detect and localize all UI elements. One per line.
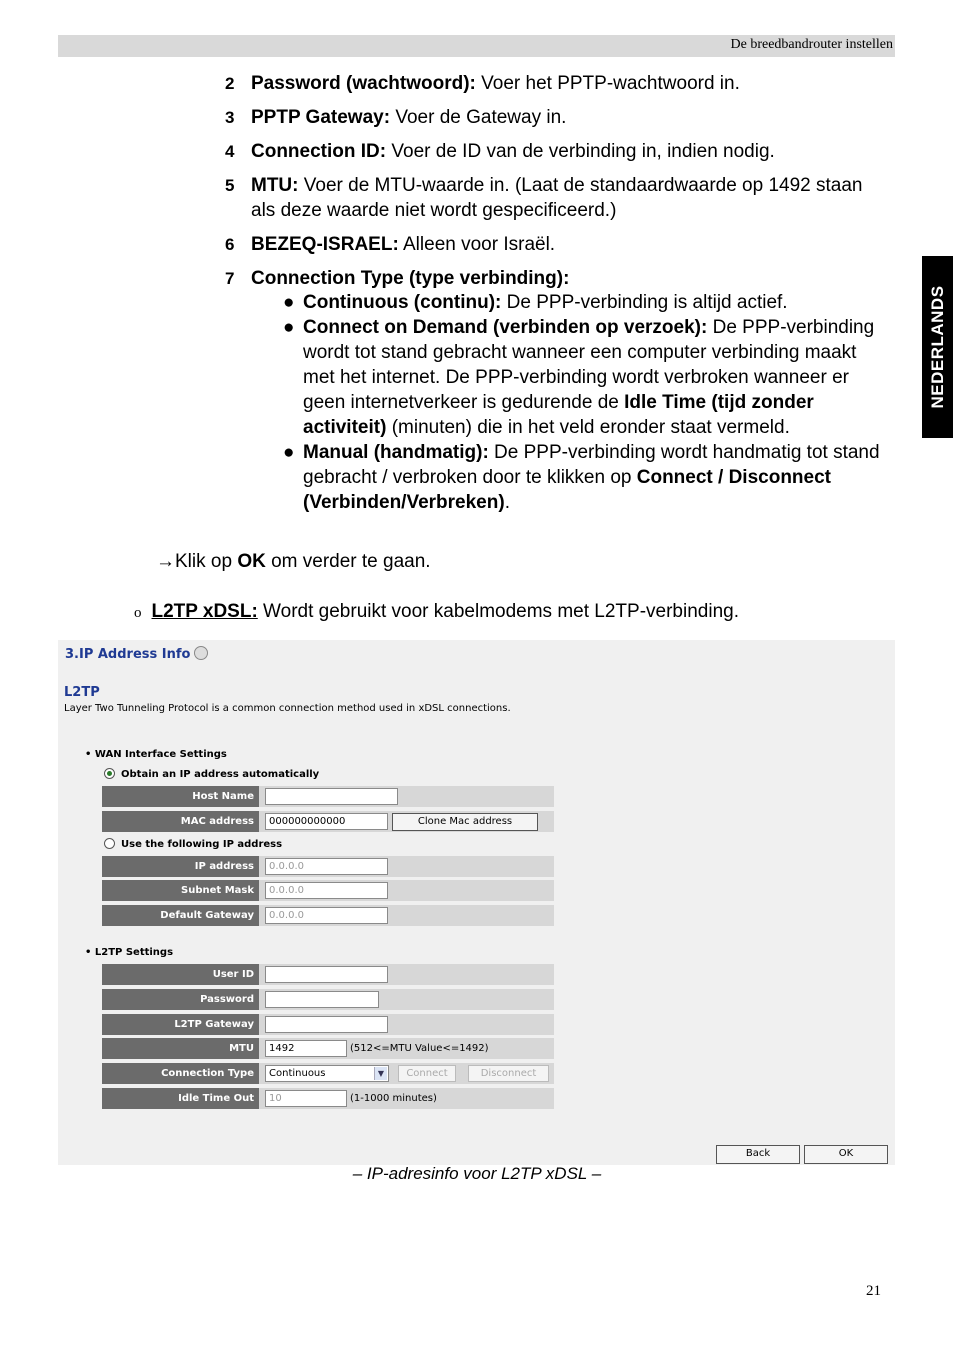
connection-type-select[interactable]: Continuous ▼ [265,1065,389,1082]
l2tp-gateway-row: L2TP Gateway [102,1014,554,1035]
l2tp-gateway-input[interactable] [265,1016,388,1033]
user-id-input[interactable] [265,966,388,983]
gateway-row: Default Gateway 0.0.0.0 [102,905,554,926]
figure-caption: – IP-adresinfo voor L2TP xDSL – [352,1164,602,1183]
bullet-marker: o [134,605,142,621]
idle-time-input[interactable]: 10 [265,1090,347,1107]
bullet-manual: ● Manual (handmatig): De PPP-verbinding wordt handmatig tot stand gebracht / verbroken door te klikken op Connect / Disconnect (Verbinden/Verbreken). [283,442,880,513]
idle-time-row: Idle Time Out 10 (1-1000 minutes) [102,1088,554,1109]
mtu-row: MTU 1492 (512<=MTU Value<=1492) [102,1038,554,1059]
connection-type-bullets [283,290,893,515]
chevron-down-icon[interactable]: ▼ [374,1067,387,1080]
mtu-note: (512<=MTU Value<=1492) [350,1043,489,1054]
radio-selected-icon[interactable] [104,768,115,779]
radio-unselected-icon[interactable] [104,838,115,849]
panel-heading: L2TP [64,685,100,700]
subnet-input[interactable]: 0.0.0.0 [265,882,388,899]
bullet-continuous: ● Continuous (continu): De PPP-verbinding is altijd actief. [283,292,788,313]
back-button[interactable]: Back [716,1145,800,1164]
mac-input[interactable]: 000000000000 [265,813,388,830]
password-input[interactable] [265,991,379,1008]
bullet-connect-on-demand: ● Connect on Demand (verbinden op verzoek): De PPP-verbinding wordt tot stand gebracht wanneer een computer verbinding maakt met het internet. De PPP-verbinding wordt verbroken wanneer er geen internetverkeer is gedurende de Idle Time (tijd zonder activiteit) (minuten) die in het veld eronder staat vermeld. [283,317,875,438]
router-screenshot [58,640,895,1165]
ok-button[interactable]: OK [804,1145,888,1164]
refresh-icon [194,646,208,660]
wan-section-title: • WAN Interface Settings [85,749,227,760]
proceed-instruction: →Klik op OK om verder te gaan. [156,551,431,572]
connection-type-row: Connection Type Continuous ▼ Connect Disconnect [102,1063,554,1084]
user-id-row: User ID [102,964,554,985]
connect-button[interactable]: Connect [398,1065,456,1082]
ip-input[interactable]: 0.0.0.0 [265,858,388,875]
disconnect-button[interactable]: Disconnect [468,1065,549,1082]
mtu-input[interactable]: 1492 [265,1040,347,1057]
mac-row: MAC address 000000000000 Clone Mac address [102,811,554,832]
page-number: 21 [866,1283,881,1299]
subnet-row: Subnet Mask 0.0.0.0 [102,880,554,901]
radio-static-ip[interactable]: Use the following IP address [104,838,282,850]
language-tab [922,256,953,438]
radio-auto-ip[interactable]: Obtain an IP address automatically [104,768,319,780]
panel-description: Layer Two Tunneling Protocol is a common connection method used in xDSL connections. [64,703,511,714]
gateway-input[interactable]: 0.0.0.0 [265,907,388,924]
page-header [58,35,895,57]
host-name-row: Host Name [102,786,554,807]
panel-title: 3.IP Address Info [65,646,208,662]
ip-row: IP address 0.0.0.0 [102,856,554,877]
clone-mac-button[interactable]: Clone Mac address [392,813,538,831]
l2tp-description: o L2TP xDSL: Wordt gebruikt voor kabelmodems met L2TP-verbinding. [134,601,739,622]
password-row: Password [102,989,554,1010]
language-tab-label: NEDERLANDS [927,285,947,409]
arrow-icon: → [156,551,175,572]
idle-time-note: (1-1000 minutes) [350,1093,437,1104]
l2tp-section-title: • L2TP Settings [85,947,174,958]
l2tp-link: L2TP xDSL: [151,601,258,622]
host-name-input[interactable] [265,788,398,805]
header-title: De breedbandrouter instellen [730,37,893,52]
